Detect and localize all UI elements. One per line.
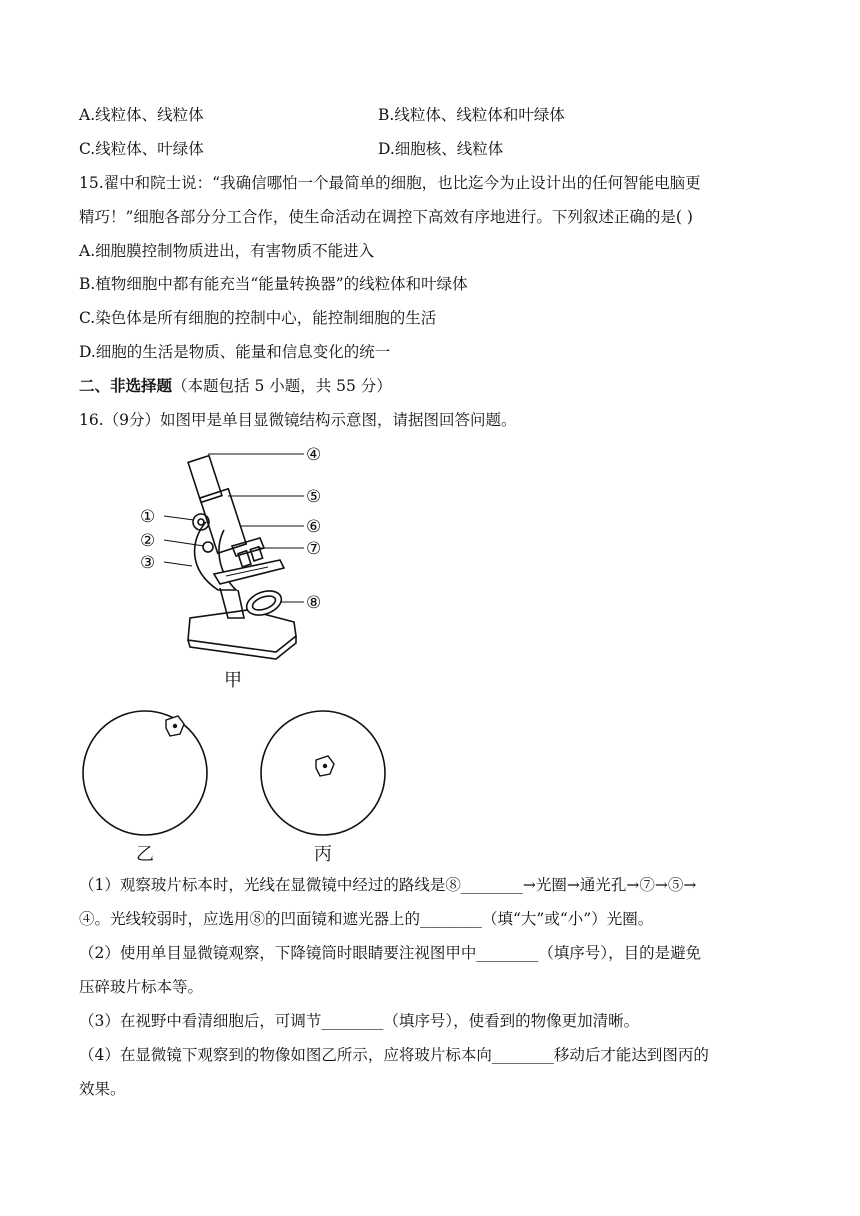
- q14-option-a: A.线粒体、线粒体: [79, 106, 204, 124]
- q15-option-d: D.细胞的生活是物质、能量和信息变化的统一: [79, 343, 391, 361]
- q16-stem: 16.（9分）如图甲是单目显微镜结构示意图，请据图回答问题。: [79, 411, 517, 429]
- q16-part2-line1: （2）使用单目显微镜观察，下降镜筒时眼睛要注视图甲中________（填序号），目的是避免: [79, 944, 702, 962]
- label-4: ④: [306, 445, 322, 465]
- q16-part4-line2: 效果。: [79, 1080, 126, 1098]
- q14-option-b: B.线粒体、线粒体和叶绿体: [378, 106, 565, 124]
- label-6: ⑥: [306, 517, 322, 537]
- label-3: ③: [140, 553, 156, 573]
- label-8: ⑧: [306, 593, 322, 613]
- field-of-view-yi: [80, 706, 214, 866]
- q16-part3: （3）在视野中看清细胞后，可调节________（填序号），使看到的物像更加清晰。: [79, 1012, 640, 1030]
- q14-option-c: C.线粒体、叶绿体: [79, 140, 204, 158]
- q15-stem-line1: 15.翟中和院士说：“我确信哪怕一个最简单的细胞，也比迄今为止设计出的任何智能电脑更: [79, 174, 701, 192]
- q16-part2-line2: 压碎玻片标本等。: [79, 978, 204, 996]
- q16-part4-line1: （4）在显微镜下观察到的物像如图乙所示，应将玻片标本向________移动后才能达到图丙的: [79, 1046, 709, 1064]
- q14-option-d: D.细胞核、线粒体: [378, 140, 504, 158]
- microscope-figure: [128, 440, 348, 690]
- label-7: ⑦: [306, 539, 322, 559]
- section-title: 二、非选择题: [79, 376, 173, 395]
- label-5: ⑤: [306, 487, 322, 507]
- q15-stem-line2: 精巧！”细胞各部分分工合作，使生命活动在调控下高效有序地进行。下列叙述正确的是( ): [79, 208, 693, 226]
- q15-option-b: B.植物细胞中都有能充当“能量转换器”的线粒体和叶绿体: [79, 275, 468, 293]
- label-1: ①: [140, 507, 156, 527]
- q16-part1-line2: ④。光线较弱时，应选用⑧的凹面镜和遮光器上的________（填“大”或“小”）光圈。: [79, 910, 654, 928]
- q15-option-a: A.细胞膜控制物质进出，有害物质不能进入: [79, 242, 375, 260]
- caption-jia: 甲: [224, 670, 242, 690]
- q16-part1-line1: （1）观察玻片标本时，光线在显微镜中经过的路线是⑧________→光圈→通光孔→⑦→⑤→: [79, 876, 697, 894]
- section-note: （本题包括 5 小题，共 55 分）: [172, 377, 392, 395]
- caption-bing: 丙: [314, 844, 332, 865]
- q15-option-c: C.染色体是所有细胞的控制中心，能控制细胞的生活: [79, 309, 437, 327]
- field-of-view-bing: [258, 706, 392, 866]
- label-2: ②: [140, 531, 156, 551]
- section-heading: [79, 375, 392, 397]
- caption-yi: 乙: [136, 844, 154, 865]
